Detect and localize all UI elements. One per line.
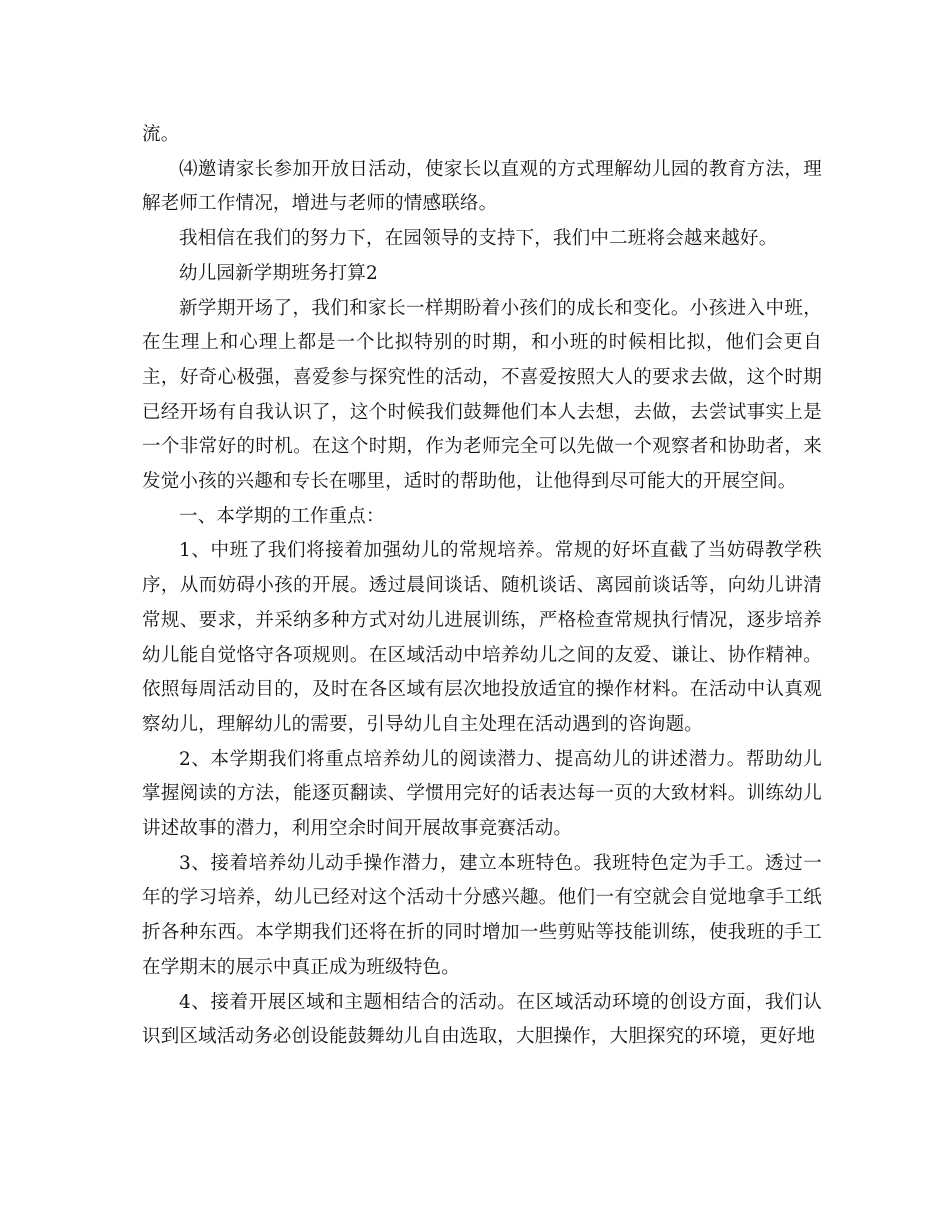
- paragraph-continuation: 流。: [142, 124, 180, 145]
- paragraph-point-3: 3、接着培养幼儿动手操作潜力，建立本班特色。我班特色定为手工。透过一年的学习培养，幼儿已经对这个活动十分感兴趣。他们一有空就会自觉地拿手工纸折各种东西。本学期我们还将在折的同时增加一些剪贴等技能训练，使我班的手工在学期末的展示中真正成为班级特色。: [142, 852, 822, 978]
- paragraph-point-2: 2、本学期我们将重点培养幼儿的阅读潜力、提高幼儿的讲述潜力。帮助幼儿掌握阅读的方法，能逐页翻读、学惯用完好的话表达每一页的大致材料。训练幼儿讲述故事的潜力，利用空余时间开展故事竞赛活动。: [142, 748, 822, 840]
- section-title: 幼儿园新学期班务打算2: [179, 262, 378, 284]
- paragraph-item-4: ⑷邀请家长参加开放日活动，使家长以直观的方式理解幼儿园的教育方法，理解老师工作情况，增进与老师的情感联络。: [142, 158, 822, 215]
- paragraph-point-4: 4、接着开展区域和主题相结合的活动。在区域活动环境的创设方面，我们认识到区域活动务必创设能鼓舞幼儿自由选取，大胆操作，大胆探究的环境，更好地: [142, 991, 822, 1048]
- section-heading-work-focus: 一、本学期的工作重点：: [179, 505, 385, 527]
- paragraph-closing: 我相信在我们的努力下，在园领导的支持下，我们中二班将会越来越好。: [179, 228, 778, 250]
- document-body: [142, 118, 822, 1055]
- paragraph-intro: 新学期开场了，我们和家长一样期盼着小孩们的成长和变化。小孩进入中班，在生理上和心理上都是一个比拟特别的时期，和小班的时候相比拟，他们会更自主，好奇心极强，喜爱参与探究性的活动，不喜爱按照大人的要求去做，这个时期已经开场有自我认识了，这个时候我们鼓舞他们本人去想，去做，去尝试事实上是一个非常好的时机。在这个时期，作为老师完全可以先做一个观察者和协助者，来发觉小孩的兴趣和专长在哪里，适时的帮助他，让他得到尽可能大的开展空间。: [142, 297, 822, 493]
- paragraph-point-1: 1、中班了我们将接着加强幼儿的常规培养。常规的好坏直截了当妨碍教学秩序，从而妨碍小孩的开展。透过晨间谈话、随机谈话、离园前谈话等，向幼儿讲清常规、要求，并采纳多种方式对幼儿进展训练，严格检查常规执行情况，逐步培养幼儿能自觉恪守各项规则。在区域活动中培养幼儿之间的友爱、谦让、协作精神。依照每周活动目的，及时在各区域有层次地投放适宜的操作材料。在活动中认真观察幼儿，理解幼儿的需要，引导幼儿自主处理在活动遇到的咨询题。: [142, 540, 822, 735]
